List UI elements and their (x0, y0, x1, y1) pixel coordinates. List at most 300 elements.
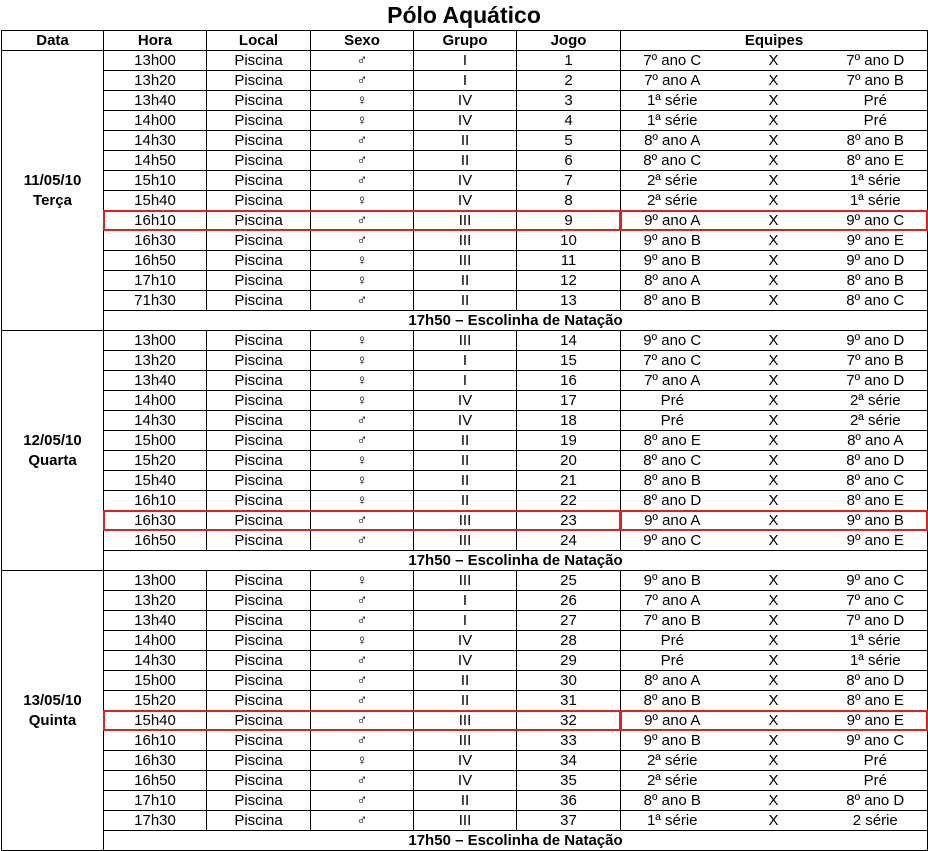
local-cell: Piscina (207, 171, 311, 191)
game-row (2, 251, 928, 271)
jogo-cell: 15 (517, 351, 621, 371)
grupo-cell: IV (414, 771, 517, 791)
team-b-cell: 2 série (824, 811, 928, 831)
game-row (2, 651, 928, 671)
versus-cell: X (724, 651, 824, 671)
game-row (2, 211, 928, 231)
local-cell: Piscina (207, 331, 311, 351)
versus-cell: X (724, 51, 824, 71)
grupo-cell: II (414, 451, 517, 471)
sex-symbol: ♀ (311, 391, 414, 411)
local-cell: Piscina (207, 111, 311, 131)
team-b-cell: 1ª série (824, 651, 928, 671)
hora-cell: 14h00 (104, 111, 207, 131)
header-row (2, 31, 928, 51)
versus-cell: X (724, 811, 824, 831)
versus-cell: X (724, 391, 824, 411)
game-row (2, 611, 928, 631)
grupo-cell: I (414, 51, 517, 71)
day-weekday: Quarta (28, 451, 77, 469)
jogo-cell: 7 (517, 171, 621, 191)
sex-symbol: ♀ (311, 111, 414, 131)
sex-symbol: ♂ (311, 591, 414, 611)
team-a-cell: 9º ano A (621, 511, 724, 531)
team-a-cell: 8º ano B (621, 471, 724, 491)
grupo-cell: II (414, 131, 517, 151)
versus-cell: X (724, 771, 824, 791)
hora-cell: 16h50 (104, 771, 207, 791)
hora-cell: 14h50 (104, 151, 207, 171)
hora-cell: 16h10 (104, 491, 207, 511)
hora-cell: 71h30 (104, 291, 207, 311)
grupo-cell: IV (414, 411, 517, 431)
team-b-cell: 7º ano B (824, 71, 928, 91)
jogo-cell: 22 (517, 491, 621, 511)
versus-cell: X (724, 151, 824, 171)
local-cell: Piscina (207, 671, 311, 691)
grupo-cell: I (414, 351, 517, 371)
team-b-cell: 8º ano B (824, 271, 928, 291)
sex-symbol: ♀ (311, 351, 414, 371)
game-row (2, 71, 928, 91)
grupo-cell: IV (414, 171, 517, 191)
day-note: 17h50 – Escolinha de Natação (104, 831, 928, 851)
team-a-cell: 8º ano B (621, 691, 724, 711)
team-b-cell: 8º ano C (824, 471, 928, 491)
jogo-cell: 30 (517, 671, 621, 691)
grupo-cell: II (414, 671, 517, 691)
hora-cell: 17h10 (104, 791, 207, 811)
day-date: 13/05/10 (23, 691, 82, 709)
jogo-cell: 6 (517, 151, 621, 171)
versus-cell: X (724, 731, 824, 751)
team-a-cell: 8º ano A (621, 131, 724, 151)
versus-cell: X (724, 351, 824, 371)
team-a-cell: 9º ano A (621, 211, 724, 231)
local-cell: Piscina (207, 591, 311, 611)
sex-symbol: ♀ (311, 371, 414, 391)
versus-cell: X (724, 71, 824, 91)
hora-cell: 15h00 (104, 431, 207, 451)
jogo-cell: 19 (517, 431, 621, 451)
local-cell: Piscina (207, 731, 311, 751)
team-b-cell: 7º ano D (824, 611, 928, 631)
day-cell (2, 51, 104, 331)
jogo-cell: 4 (517, 111, 621, 131)
sex-symbol: ♀ (311, 251, 414, 271)
team-a-cell: 7º ano C (621, 51, 724, 71)
local-cell: Piscina (207, 91, 311, 111)
local-cell: Piscina (207, 791, 311, 811)
game-row (2, 511, 928, 531)
game-row (2, 51, 928, 71)
grupo-cell: III (414, 571, 517, 591)
game-row (2, 111, 928, 131)
jogo-cell: 28 (517, 631, 621, 651)
local-cell: Piscina (207, 471, 311, 491)
game-row (2, 631, 928, 651)
team-b-cell: 9º ano C (824, 731, 928, 751)
grupo-cell: III (414, 731, 517, 751)
team-a-cell: 7º ano C (621, 351, 724, 371)
grupo-cell: I (414, 371, 517, 391)
hora-cell: 15h40 (104, 471, 207, 491)
team-a-cell: 8º ano C (621, 451, 724, 471)
day-date: 11/05/10 (23, 171, 82, 189)
local-cell: Piscina (207, 391, 311, 411)
team-a-cell: 8º ano A (621, 671, 724, 691)
sex-symbol: ♂ (311, 771, 414, 791)
header-data: Data (2, 31, 104, 51)
team-b-cell: 8º ano E (824, 491, 928, 511)
team-a-cell: 1ª série (621, 111, 724, 131)
versus-cell: X (724, 191, 824, 211)
sex-symbol: ♂ (311, 211, 414, 231)
versus-cell: X (724, 371, 824, 391)
versus-cell: X (724, 251, 824, 271)
versus-cell: X (724, 531, 824, 551)
game-row (2, 471, 928, 491)
grupo-cell: III (414, 811, 517, 831)
sex-symbol: ♂ (311, 791, 414, 811)
local-cell: Piscina (207, 131, 311, 151)
hora-cell: 13h40 (104, 611, 207, 631)
header-grupo: Grupo (414, 31, 517, 51)
team-b-cell: 2ª série (824, 391, 928, 411)
hora-cell: 14h30 (104, 411, 207, 431)
versus-cell: X (724, 91, 824, 111)
team-a-cell: 8º ano B (621, 291, 724, 311)
game-row (2, 451, 928, 471)
jogo-cell: 33 (517, 731, 621, 751)
hora-cell: 14h30 (104, 131, 207, 151)
jogo-cell: 18 (517, 411, 621, 431)
grupo-cell: II (414, 151, 517, 171)
local-cell: Piscina (207, 431, 311, 451)
grupo-cell: II (414, 471, 517, 491)
game-row (2, 271, 928, 291)
sex-symbol: ♂ (311, 131, 414, 151)
team-b-cell: 1ª série (824, 171, 928, 191)
versus-cell: X (724, 511, 824, 531)
sex-symbol: ♀ (311, 91, 414, 111)
game-row (2, 151, 928, 171)
team-a-cell: 8º ano A (621, 271, 724, 291)
hora-cell: 16h10 (104, 211, 207, 231)
team-b-cell: 9º ano D (824, 331, 928, 351)
versus-cell: X (724, 411, 824, 431)
team-b-cell: Pré (824, 91, 928, 111)
local-cell: Piscina (207, 631, 311, 651)
team-b-cell: 8º ano D (824, 791, 928, 811)
team-b-cell: 8º ano C (824, 291, 928, 311)
versus-cell: X (724, 231, 824, 251)
grupo-cell: III (414, 531, 517, 551)
sex-symbol: ♂ (311, 511, 414, 531)
jogo-cell: 35 (517, 771, 621, 791)
versus-cell: X (724, 471, 824, 491)
versus-cell: X (724, 571, 824, 591)
hora-cell: 15h10 (104, 171, 207, 191)
hora-cell: 15h20 (104, 451, 207, 471)
grupo-cell: III (414, 251, 517, 271)
game-row (2, 731, 928, 751)
game-row (2, 791, 928, 811)
sex-symbol: ♀ (311, 271, 414, 291)
versus-cell: X (724, 291, 824, 311)
team-b-cell: 9º ano E (824, 711, 928, 731)
hora-cell: 14h30 (104, 651, 207, 671)
sex-symbol: ♂ (311, 671, 414, 691)
team-a-cell: 7º ano A (621, 71, 724, 91)
sex-symbol: ♂ (311, 51, 414, 71)
versus-cell: X (724, 171, 824, 191)
sex-symbol: ♂ (311, 291, 414, 311)
team-a-cell: 7º ano B (621, 611, 724, 631)
grupo-cell: III (414, 331, 517, 351)
local-cell: Piscina (207, 611, 311, 631)
sex-symbol: ♀ (311, 751, 414, 771)
team-b-cell: 9º ano B (824, 511, 928, 531)
game-row (2, 751, 928, 771)
grupo-cell: IV (414, 751, 517, 771)
game-row (2, 771, 928, 791)
team-a-cell: 2ª série (621, 751, 724, 771)
schedule-table (1, 30, 928, 851)
sex-symbol: ♂ (311, 151, 414, 171)
team-a-cell: 8º ano D (621, 491, 724, 511)
jogo-cell: 11 (517, 251, 621, 271)
grupo-cell: III (414, 711, 517, 731)
game-row (2, 331, 928, 351)
grupo-cell: II (414, 791, 517, 811)
game-row (2, 371, 928, 391)
game-row (2, 391, 928, 411)
local-cell: Piscina (207, 451, 311, 471)
jogo-cell: 12 (517, 271, 621, 291)
local-cell: Piscina (207, 751, 311, 771)
grupo-cell: II (414, 431, 517, 451)
team-b-cell: 9º ano D (824, 251, 928, 271)
hora-cell: 13h00 (104, 51, 207, 71)
sex-symbol: ♂ (311, 231, 414, 251)
day-note: 17h50 – Escolinha de Natação (104, 311, 928, 331)
jogo-cell: 1 (517, 51, 621, 71)
jogo-cell: 14 (517, 331, 621, 351)
versus-cell: X (724, 631, 824, 651)
team-b-cell: 8º ano E (824, 691, 928, 711)
jogo-cell: 2 (517, 71, 621, 91)
team-b-cell: Pré (824, 111, 928, 131)
hora-cell: 16h50 (104, 531, 207, 551)
hora-cell: 16h10 (104, 731, 207, 751)
sex-symbol: ♂ (311, 731, 414, 751)
hora-cell: 13h40 (104, 91, 207, 111)
team-a-cell: Pré (621, 651, 724, 671)
hora-cell: 15h40 (104, 191, 207, 211)
team-b-cell: 1ª série (824, 191, 928, 211)
game-row (2, 91, 928, 111)
sex-symbol: ♀ (311, 471, 414, 491)
team-a-cell: 8º ano B (621, 791, 724, 811)
team-b-cell: 9º ano C (824, 211, 928, 231)
day-note: 17h50 – Escolinha de Natação (104, 551, 928, 571)
team-b-cell: Pré (824, 751, 928, 771)
jogo-cell: 32 (517, 711, 621, 731)
game-row (2, 571, 928, 591)
day-cell (2, 331, 104, 571)
hora-cell: 15h40 (104, 711, 207, 731)
sex-symbol: ♀ (311, 451, 414, 471)
grupo-cell: II (414, 271, 517, 291)
jogo-cell: 21 (517, 471, 621, 491)
game-row (2, 491, 928, 511)
local-cell: Piscina (207, 491, 311, 511)
grupo-cell: III (414, 511, 517, 531)
jogo-cell: 20 (517, 451, 621, 471)
header-sexo: Sexo (311, 31, 414, 51)
team-b-cell: 8º ano A (824, 431, 928, 451)
local-cell: Piscina (207, 371, 311, 391)
local-cell: Piscina (207, 211, 311, 231)
local-cell: Piscina (207, 651, 311, 671)
team-b-cell: 2ª série (824, 411, 928, 431)
schedule-body (2, 51, 928, 851)
team-a-cell: 9º ano B (621, 571, 724, 591)
hora-cell: 14h00 (104, 631, 207, 651)
grupo-cell: II (414, 291, 517, 311)
sex-symbol: ♂ (311, 711, 414, 731)
game-row (2, 711, 928, 731)
jogo-cell: 37 (517, 811, 621, 831)
team-b-cell: 7º ano D (824, 51, 928, 71)
jogo-cell: 29 (517, 651, 621, 671)
game-row (2, 691, 928, 711)
versus-cell: X (724, 791, 824, 811)
game-row (2, 171, 928, 191)
sex-symbol: ♂ (311, 691, 414, 711)
hora-cell: 17h10 (104, 271, 207, 291)
sex-symbol: ♂ (311, 651, 414, 671)
versus-cell: X (724, 271, 824, 291)
day-weekday: Quinta (28, 711, 77, 729)
team-b-cell: 8º ano B (824, 131, 928, 151)
team-a-cell: 9º ano C (621, 531, 724, 551)
versus-cell: X (724, 451, 824, 471)
grupo-cell: I (414, 591, 517, 611)
jogo-cell: 13 (517, 291, 621, 311)
game-row (2, 351, 928, 371)
header-hora: Hora (104, 31, 207, 51)
versus-cell: X (724, 431, 824, 451)
sex-symbol: ♀ (311, 571, 414, 591)
team-a-cell: 1ª série (621, 91, 724, 111)
hora-cell: 13h40 (104, 371, 207, 391)
grupo-cell: I (414, 611, 517, 631)
sex-symbol: ♂ (311, 171, 414, 191)
hora-cell: 17h30 (104, 811, 207, 831)
team-a-cell: 9º ano A (621, 711, 724, 731)
jogo-cell: 36 (517, 791, 621, 811)
hora-cell: 13h20 (104, 71, 207, 91)
jogo-cell: 26 (517, 591, 621, 611)
local-cell: Piscina (207, 71, 311, 91)
versus-cell: X (724, 111, 824, 131)
note-row (2, 831, 928, 851)
jogo-cell: 24 (517, 531, 621, 551)
game-row (2, 291, 928, 311)
day-weekday: Terça (33, 191, 72, 209)
game-row (2, 811, 928, 831)
team-b-cell: 1ª série (824, 631, 928, 651)
hora-cell: 16h30 (104, 231, 207, 251)
team-a-cell: 7º ano A (621, 371, 724, 391)
team-a-cell: 8º ano E (621, 431, 724, 451)
jogo-cell: 16 (517, 371, 621, 391)
game-row (2, 531, 928, 551)
grupo-cell: IV (414, 191, 517, 211)
jogo-cell: 9 (517, 211, 621, 231)
local-cell: Piscina (207, 811, 311, 831)
jogo-cell: 5 (517, 131, 621, 151)
jogo-cell: 27 (517, 611, 621, 631)
page-title: Pólo Aquático (387, 2, 541, 28)
team-b-cell: 8º ano E (824, 151, 928, 171)
team-b-cell: 8º ano D (824, 451, 928, 471)
local-cell: Piscina (207, 511, 311, 531)
versus-cell: X (724, 331, 824, 351)
header-equipes: Equipes (621, 31, 928, 51)
sex-symbol: ♂ (311, 811, 414, 831)
grupo-cell: IV (414, 391, 517, 411)
local-cell: Piscina (207, 151, 311, 171)
local-cell: Piscina (207, 691, 311, 711)
local-cell: Piscina (207, 531, 311, 551)
day-date: 12/05/10 (23, 431, 82, 449)
grupo-cell: I (414, 71, 517, 91)
team-a-cell: 8º ano C (621, 151, 724, 171)
team-a-cell: Pré (621, 391, 724, 411)
sex-symbol: ♀ (311, 491, 414, 511)
grupo-cell: IV (414, 651, 517, 671)
team-b-cell: 9º ano E (824, 531, 928, 551)
team-b-cell: 7º ano D (824, 371, 928, 391)
versus-cell: X (724, 691, 824, 711)
jogo-cell: 8 (517, 191, 621, 211)
day-cell (2, 571, 104, 851)
header-jogo: Jogo (517, 31, 621, 51)
local-cell: Piscina (207, 571, 311, 591)
local-cell: Piscina (207, 291, 311, 311)
header-local: Local (207, 31, 311, 51)
jogo-cell: 25 (517, 571, 621, 591)
team-b-cell: 9º ano C (824, 571, 928, 591)
team-a-cell: Pré (621, 411, 724, 431)
sex-symbol: ♂ (311, 71, 414, 91)
game-row (2, 191, 928, 211)
grupo-cell: IV (414, 631, 517, 651)
local-cell: Piscina (207, 271, 311, 291)
versus-cell: X (724, 671, 824, 691)
hora-cell: 13h20 (104, 591, 207, 611)
jogo-cell: 17 (517, 391, 621, 411)
local-cell: Piscina (207, 251, 311, 271)
team-a-cell: 1ª série (621, 811, 724, 831)
team-b-cell: 7º ano B (824, 351, 928, 371)
hora-cell: 14h00 (104, 391, 207, 411)
grupo-cell: IV (414, 111, 517, 131)
grupo-cell: II (414, 491, 517, 511)
